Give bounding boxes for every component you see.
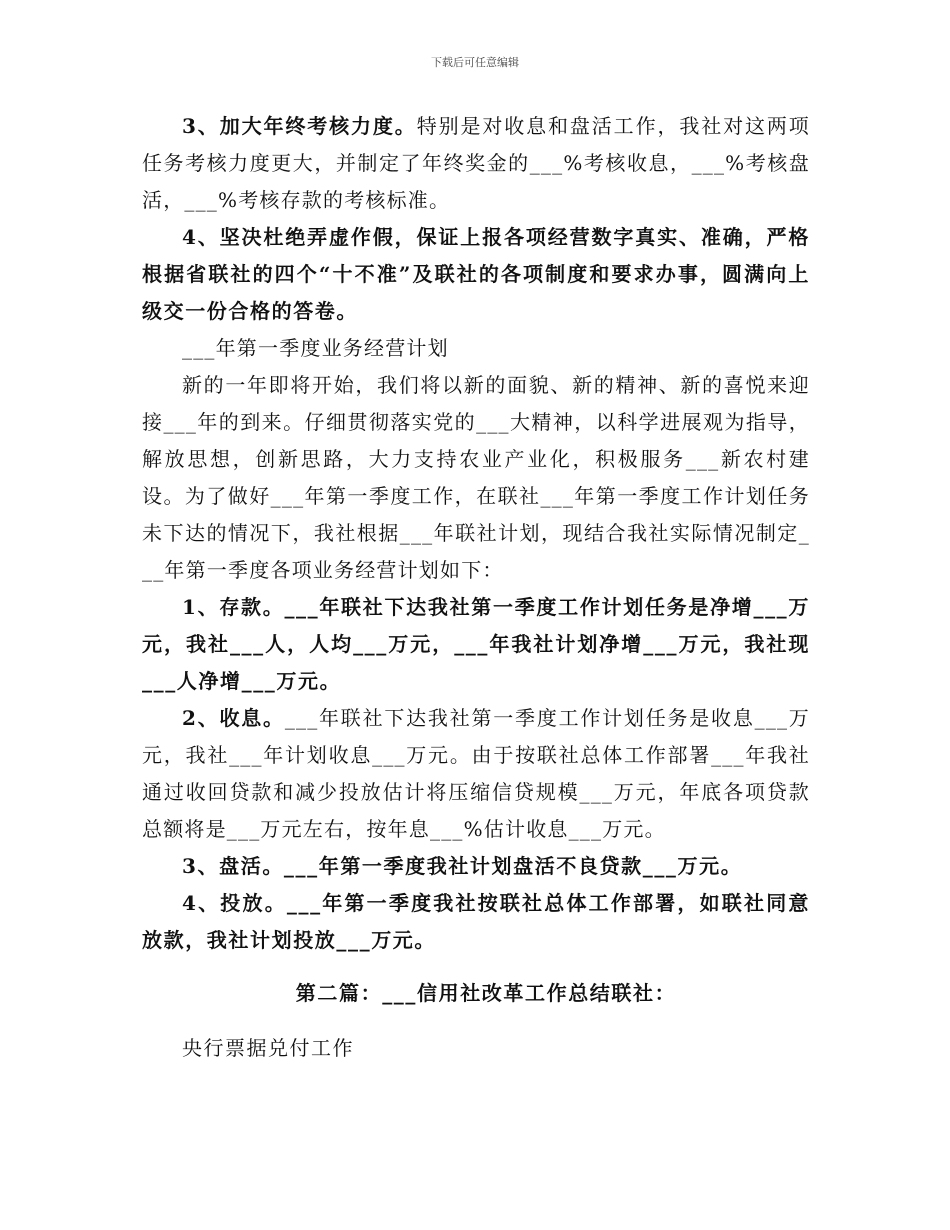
paragraph-revitalize: 3、盘活。___年第一季度我社计划盘活不良贷款___万元。 [182,854,743,878]
paragraph-interest [142,700,810,848]
paragraph-text: 特别是对收息和盘活工作，我社对这两项任务考核力度更大，并制定了年终奖金的___%考核收息，___%考核盘活，___%考核存款的考核标准。 [142,114,810,212]
sub-heading: 央行票据兑付工作 [182,1036,354,1060]
paragraph-intro: 新的一年即将开始，我们将以新的面貌、新的精神、新的喜悦来迎接___年的到来。仔细贯彻落实党的___大精神，以科学进展观为指导，解放思想，创新思路，大力支持农业产业化，积极服务___新农村建设。为了做好___年第一季度工作，在联社___年第一季度工作计划任务未下达的情况下，我社根据___年联社计划，现结合我社实际情况制定___年第一季度各项业务经营计划如下： [142,373,810,582]
paragraph-text: ___年联社下达我社第一季度工作计划任务是收息___万元，我社___年计划收息___万元。由于按联社总体工作部署___年我社通过收回贷款和减少投放估计将压缩信贷规模___万元，年底各项贷款总额将是___万元左右，按年息___%估计收息___万元。 [142,706,810,841]
plan-heading: ___年第一季度业务经营计划 [182,336,449,360]
paragraph-lead: 2、收息。 [182,706,285,730]
paragraph-assessment [142,108,810,219]
paragraph-lending: 4、投放。___年第一季度我社按联社总体工作部署，如联社同意放款，我社计划投放___万元。 [142,891,810,952]
paragraph-no-falsification: 4、坚决杜绝弄虚作假，保证上报各项经营数字真实、准确，严格根据省联社的四个“十不准”及联社的各项制度和要求办事，圆满向上级交一份合格的答卷。 [142,225,810,323]
paragraph-deposits: 1、存款。___年联社下达我社第一季度工作计划任务是净增___万元，我社___人，人均___万元，___年我社计划净增___万元，我社现___人净增___万元。 [142,595,810,693]
paragraph-lead: 3、加大年终考核力度。 [182,114,417,138]
section-title: 第二篇：___信用社改革工作总结联社： [295,981,677,1005]
document-body [142,108,810,1067]
page-header: 下载后可任意编辑 [431,56,519,69]
